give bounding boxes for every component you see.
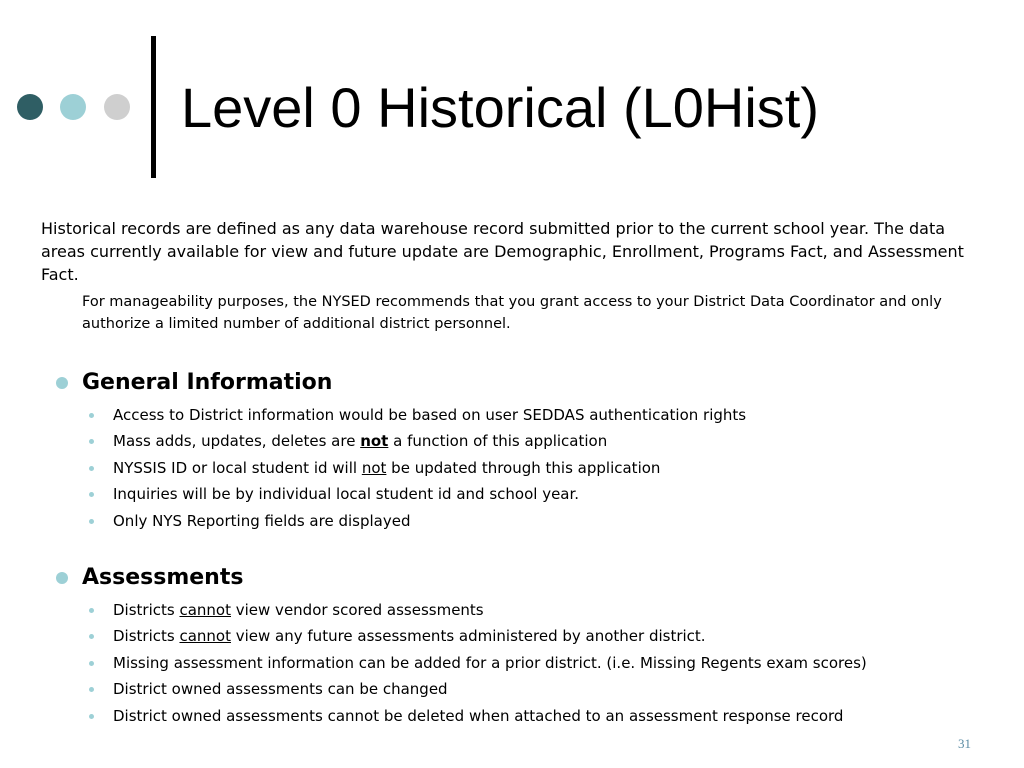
list-item (0, 623, 1024, 649)
list-item (0, 428, 1024, 454)
list-item (0, 481, 1024, 507)
list-item-text: Only NYS Reporting fields are displayed (113, 511, 411, 530)
list-item-text (113, 597, 484, 623)
sub-bullet-icon (89, 466, 94, 471)
note-paragraph: For manageability purposes, the NYSED recommends that you grant access to your District Data Coordinator and only authorize a limited number of additional district personnel. (82, 294, 942, 332)
emphasis-text: cannot (179, 627, 231, 646)
list-item-text (113, 428, 607, 454)
dot-gray-icon (104, 94, 130, 120)
text-after: be updated through this application (386, 458, 661, 477)
title-divider (151, 36, 156, 178)
emphasis-text: not (360, 432, 389, 451)
text-before: Districts (113, 601, 180, 619)
list-item-text: Missing assessment information can be added for a prior district. (i.e. Missing Regents exam scores) (113, 653, 867, 672)
text-before: Districts (113, 627, 180, 646)
page-number: 31 (958, 736, 971, 751)
list-item (0, 676, 1024, 702)
list-item-text: Access to District information would be based on user SEDDAS authentication rights (113, 406, 747, 424)
list-item-text: Inquiries will be by individual local student id and school year. (113, 485, 580, 504)
bullet-icon (56, 377, 68, 389)
text-after: a function of this application (388, 432, 608, 451)
bullet-icon (56, 572, 68, 584)
sub-bullet-icon (89, 608, 94, 613)
list-item (0, 650, 1024, 676)
emphasis-text: cannot (179, 601, 231, 619)
text-after: view vendor scored assessments (230, 601, 484, 619)
dot-teal-icon (60, 94, 86, 120)
sub-bullet-icon (89, 714, 94, 719)
sub-bullet-icon (89, 413, 94, 418)
intro-paragraph: Historical records are defined as any data warehouse record submitted prior to the current school year. The data areas currently available for view and future update are Demographic, Enrollment, Programs Fact, and Assessment Fact. (41, 219, 964, 284)
section-heading: General Information (82, 370, 333, 395)
sub-bullet-icon (89, 492, 94, 497)
list-item-text: District owned assessments cannot be deleted when attached to an assessment response record (113, 706, 844, 725)
list-item (0, 703, 1024, 729)
list-item-text (113, 623, 706, 649)
sub-bullet-icon (89, 439, 94, 444)
sub-bullet-icon (89, 634, 94, 639)
list-item (0, 402, 1024, 428)
bullet-list (0, 402, 1024, 534)
list-item (0, 455, 1024, 481)
dot-dark-icon (17, 94, 43, 120)
text-before: Mass adds, updates, deletes are (113, 432, 361, 451)
text-after: view any future assessments administered by another district. (230, 627, 706, 646)
list-item-text (113, 455, 660, 481)
sub-bullet-icon (89, 519, 94, 524)
list-item-text: District owned assessments can be changed (113, 680, 448, 699)
section-heading: Assessments (82, 565, 244, 590)
emphasis-text: not (361, 458, 387, 477)
bullet-list (0, 597, 1024, 729)
slide-title: Level 0 Historical (L0Hist) (181, 76, 819, 139)
sub-bullet-icon (89, 687, 94, 692)
sub-bullet-icon (89, 661, 94, 666)
list-item (0, 597, 1024, 623)
text-before: NYSSIS ID or local student id will (113, 458, 362, 477)
list-item (0, 508, 1024, 534)
